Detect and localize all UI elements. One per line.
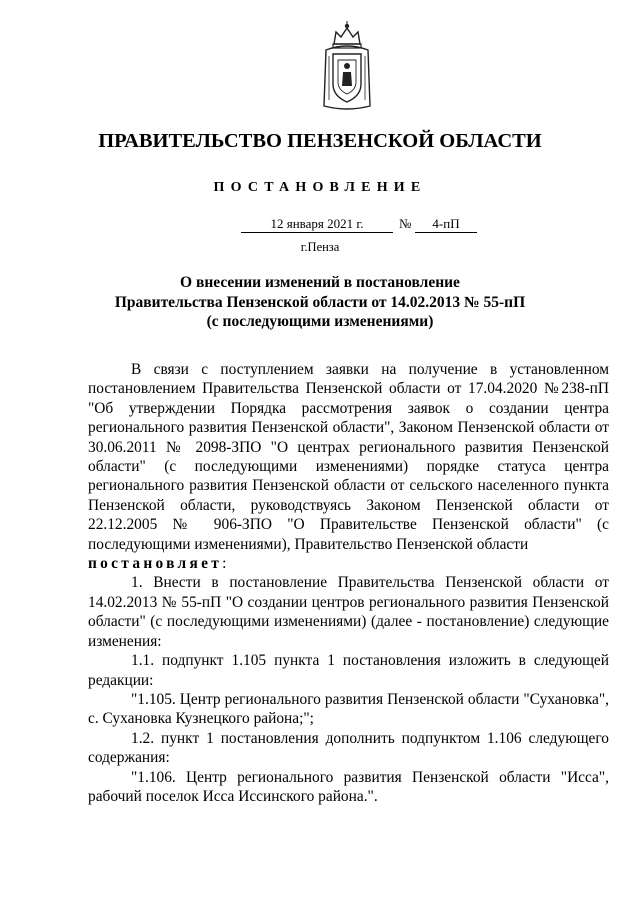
date-number-line: [0, 216, 640, 236]
coat-of-arms-icon: [318, 20, 376, 112]
item-paragraph: 1.1. подпункт 1.105 пункта 1 постановления изложить в следующей редакции:: [88, 652, 609, 689]
preamble-text: В связи с поступлением заявки на получение в установленном постановлением Правительства Пензенской области от 17.04.2020 №238-пП "Об утверждении Порядка рассмотрения заявок о создании центра регионального развития Пензенской области", Законом Пензенской области от 30.06.2011 № 2098-ЗПО "О центрах регионального развития Пензенской области" (с последующими изменениями) порядке статуса центра регионального развития Пензенской области от сельского населенного пункта Пензенской области, руководствуясь Законом Пензенской области от 22.12.2005 № 906-ЗПО "О Правительстве Пензенской области" (с последующими изменениями), Правительство Пензенской области: [88, 361, 609, 553]
document-date: 12 января 2021 г.: [241, 216, 393, 233]
item-paragraph: 1.2. пункт 1 постановления дополнить подпунктом 1.106 следующего содержания:: [88, 729, 609, 767]
subject-line-3: (с последующими изменениями): [206, 313, 434, 330]
item-paragraph: 1. Внести в постановление Правительства Пензенской области от 14.02.2013 № 55-пП "О создании центров регионального развития Пензенской области" (с последующими изменениями) (далее - постановление) следующие изменения:: [88, 574, 609, 650]
document-type: ПОСТАНОВЛЕНИЕ: [213, 180, 427, 195]
organization-title: ПРАВИТЕЛЬСТВО ПЕНЗЕНСКОЙ ОБЛАСТИ: [98, 130, 542, 152]
number-label: №: [399, 216, 412, 231]
item-paragraph: "1.106. Центр регионального развития Пензенской области "Исса", рабочий поселок Исса Иссинского района.".: [88, 768, 609, 805]
city: г.Пенза: [300, 240, 340, 254]
document-number: 4-пП: [415, 216, 477, 233]
item-paragraph: "1.105. Центр регионального развития Пензенской области "Сухановка", с. Сухановка Кузнецкого района;";: [88, 690, 609, 728]
decree-colon: :: [222, 555, 227, 573]
preamble-paragraph: [88, 360, 609, 554]
document-body: [88, 360, 609, 806]
decree-line: [88, 554, 609, 573]
decree-word: постановляет: [88, 555, 223, 573]
subject-line-1: О внесении изменений в постановление: [180, 274, 460, 291]
document-subject: [0, 273, 640, 332]
subject-line-2: Правительства Пензенской области от 14.02.2013 № 55-пП: [114, 293, 526, 311]
